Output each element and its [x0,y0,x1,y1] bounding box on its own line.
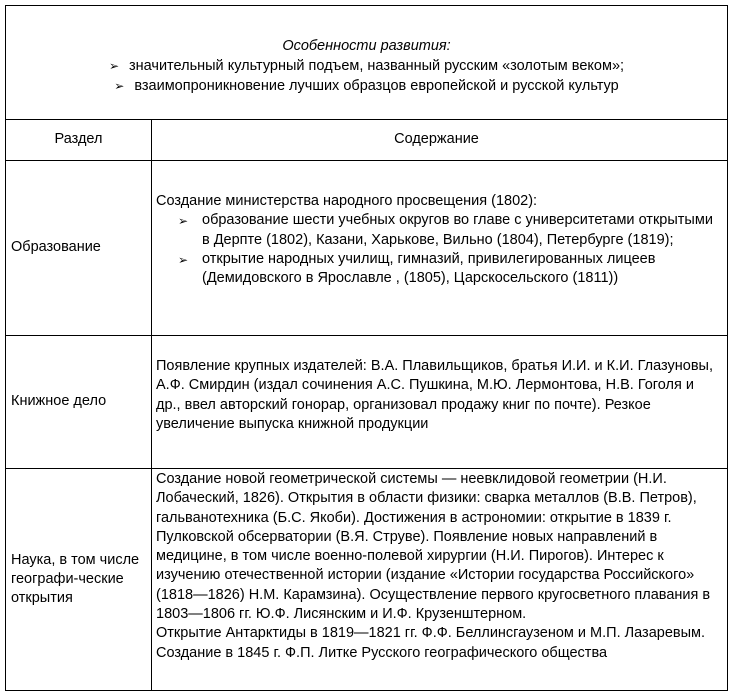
content-paragraph: Создание новой геометрической системы — неевклидовой геометрии (Н.И. Лобаческий, 1826). Открытия в области физики: сварка металлов (В.В. Петров), гальванотехника (Б.С. Якоби). Достижения в астрономии: открытие в 1839 г. Пулковской обсерватории (В.Я. Струве). Появление новых направлений в медицине, в том числе военно-полевой хирургии (Н.И. Пирогов). Интерес к изучению отечественной истории (издание «Истории государства Российского» (1818—1826) Н.М. Карамзина). Осуществление первого кругосветного плавания в 1803—1806 гг. Ю.Ф. Лисянским и И.Ф. Крузенштерном. [156,471,711,623]
column-divider [151,120,152,690]
row-content: Появление крупных издателей: В.А. Плавильщиков, братья И.И. и К.И. Глазуновы, А.Ф. Смирдин (издал сочинения А.С. Пушкина, М.Ю. Лермонтова, Н.В. Гоголя и др., ввел авторский гонорар, организовал продажу книг по почте). Резкое увеличение выпуска книжной продукции [156,358,713,432]
feature-bullet: ➢ значительный культурный подъем, названный русским «золотым веком»; [6,56,727,76]
row-section-label: Наука, в том числе географи-ческие открытия [11,551,140,607]
row-content [152,470,727,663]
list-item: ➢ образование шести учебных округов во главе с университетами открытыми в Дерпте (1802), Казани, Харькове, Вильно (1804), Петербурге (1819); [202,211,721,250]
content-intro: Создание министерства народного просвещения (1802): [156,193,538,209]
column-header-content: Содержание [394,131,479,148]
table-row [6,336,727,469]
column-header-row [6,120,727,161]
features-title: Особенности развития: [282,38,451,54]
row-section-label: Книжное дело [11,393,107,410]
content-paragraph: Открытие Антарктиды в 1819—1821 гг. Ф.Ф. Беллинсгаузеном и М.П. Лазаревым. Создание в 1845 г. Ф.П. Литке Русского географического общества [156,625,706,661]
row-content [152,192,727,288]
table-row [6,161,727,336]
column-header-section: Раздел [54,131,103,148]
row-section-label: Образование [11,239,101,256]
feature-bullet: ➢ взаимопроникновение лучших образцов европейской и русской культур [6,76,727,96]
table-header-block [6,6,727,120]
list-item: ➢ открытие народных училищ, гимназий, привилегированных лицеев (Демидовского в Ярославле , (1805), Царскосельского (1811)) [202,250,721,289]
table-row [6,469,727,690]
culture-table [5,5,728,691]
